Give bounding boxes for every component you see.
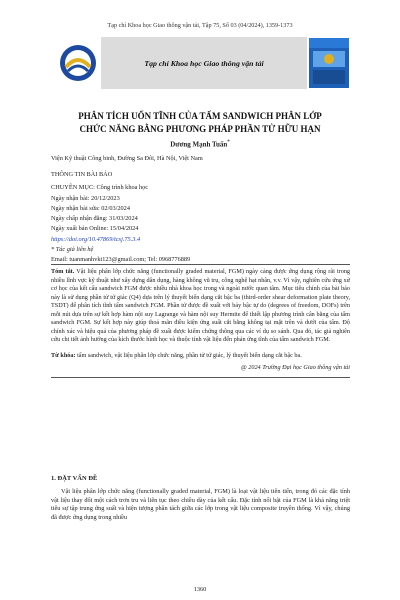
article-title [0,110,400,136]
running-head: Tạp chí Khoa học Giao thông vận tải, Tập 75, Số 03 (04/2024), 1359-1373 [107,22,293,29]
journal-logo [55,37,101,89]
page-number: 1360 [193,586,207,593]
keywords-label: Từ khóa: [51,351,76,359]
journal-cover-image [307,37,351,89]
doi-link[interactable]: https://doi.org/10.47869/tcsj.75.3.4 [51,235,141,243]
section-heading-intro: 1. ĐẶT VẤN ĐỀ [51,475,98,482]
copyright: @ 2024 Trường Đại học Giao thông vận tải [241,364,350,371]
date-accepted: Ngày chấp nhận đăng: 31/03/2024 [51,215,138,223]
author-mark: * [227,140,230,145]
journal-banner [55,37,351,89]
keywords [51,352,350,361]
article-info-heading: THÔNG TIN BÀI BÁO [51,171,113,178]
journal-cover-thumbnail [307,37,351,89]
banner-title: Tạp chí Khoa học Giao thông vận tải [144,58,264,68]
section-intro-text: Vật liệu phân lớp chức năng (functionally graded material, FGM) là loại vật liệu tiên tiến, trong đó các đặc tính vật liệu thay đổi một cách trơn tru và liên tục theo chiều dày của kết cấu. Đặc tính nổi bật của FGM là khả năng triệt tiêu sự tập trung ứng suất và hiện tượng phân tách giữa các lớp trong vật liệu composite truyền thống. Vì vậy, chúng đã được ứng dụng trong nhiều [51,488,350,521]
author-name: Dương Mạnh Tuấn [170,140,228,149]
journal-logo-icon [58,43,98,83]
article-title-line-2: CHỨC NĂNG BẰNG PHƯƠNG PHÁP PHẦN TỬ HỮU HẠN [79,124,321,134]
date-revised: Ngày nhận bài sửa: 02/03/2024 [51,204,130,212]
author [0,140,400,148]
abstract [51,268,350,345]
article-info [51,170,351,266]
keywords-text: tấm sandwich, vật liệu phân lớp chức năng, phần tử tứ giác, lý thuyết biến dạng cắt bậc ba. [75,351,302,359]
abstract-label: Tóm tắt. [51,268,75,275]
abstract-text: Vật liệu phân lớp chức năng (functionally graded material, FGM) ngày càng được ứng dụng rộng rãi trong nhiều lĩnh vực kỹ thuật như xây dựng dân dụng, hàng không vũ trụ, công nghệ hạt nhân, v.v. Vì vậy, nghiên cứu ứng xử cơ học của kết cấu sandwich FGM được nhiều nhà khoa học trong và ngoài nước quan tâm. Mục tiêu chính của bài báo này là sử dụng phần tử tứ giác (Q4) dựa trên lý thuyết biến dạng cắt bậc ba (third-order shear deformation plate theory, TSDT) để phân tích tĩnh tấm sandwich FGM. Phần tử được đề xuất với bảy bậc tự do (degrees of freedom, DOFs) trên mỗi nút dựa trên sự kết hợp hàm nội suy Lagrange và hàm nội suy Hermite để thiết lập phương trình cân bằng của tấm sandwich FGM. Sự kết hợp này giúp thoả mãn điều kiện ứng suất cắt bằng không tại mặt trên và dưới của tấm. Độ chính xác và hiệu quả của phương pháp đề xuất được kiểm chứng thông qua các ví dụ so sánh. Qua đó, tác giả nghiên cứu chi tiết ảnh hưởng của kích thước hình học và thuộc tính vật liệu đến phản ứng tĩnh của tấm sandwich FGM. [51,268,351,343]
date-online: Ngày xuất bản Online: 15/04/2024 [51,225,139,233]
article-title-line-1: PHÂN TÍCH UỐN TĨNH CỦA TẤM SANDWICH PHÂN LỚP [78,111,322,121]
abstract-box [51,264,350,378]
author-affiliation: Viện Kỹ thuật Công binh, Đường Sa Đôi, Hà Nội, Việt Nam [51,155,203,162]
contact-info: Email: tuanmanhvkt123@gmail.com; Tel: 0968776889 [51,256,191,264]
article-category: CHUYÊN MỤC: Công trình khoa học [51,184,149,192]
banner-title-area [101,37,307,89]
date-received: Ngày nhận bài: 20/12/2023 [51,194,120,202]
corresponding-author-note: * Tác giả liên hệ [51,246,94,254]
